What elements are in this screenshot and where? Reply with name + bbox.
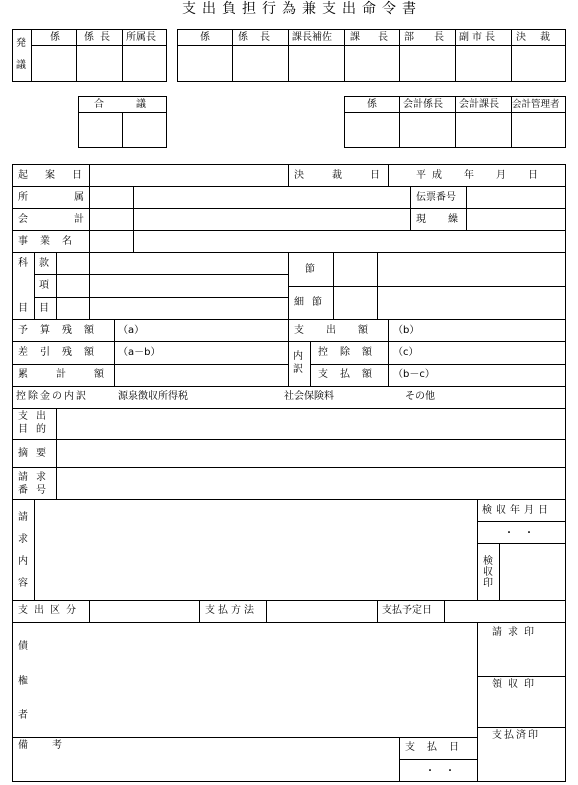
label-seikyu-naiyo-2: 求 bbox=[18, 534, 28, 545]
label-seikyu-no-1: 請求 bbox=[18, 472, 54, 483]
acc-kakari: 係 bbox=[367, 99, 377, 110]
label-seikyu-naiyo-4: 容 bbox=[18, 578, 28, 589]
label-ko: 項 bbox=[39, 280, 49, 291]
label-biko: 備考 bbox=[18, 740, 86, 751]
label-shishutsu-kubun: 支出区分 bbox=[18, 605, 82, 616]
kenshu-date-dots: ・ ・ bbox=[504, 528, 534, 539]
label-kojo-uchiwake: 控除金の内訳 bbox=[16, 391, 88, 402]
label-shiharai-hoho: 支払方法 bbox=[205, 605, 257, 616]
label-mokuteki-2: 目的 bbox=[18, 424, 54, 435]
label-saikensha-2: 権 bbox=[18, 676, 28, 687]
gougi-label: 合議 bbox=[94, 99, 178, 110]
shishutsu-value: （b） bbox=[393, 325, 420, 336]
sashihiki-value: （a－b） bbox=[118, 347, 161, 358]
label-uchi: 内 bbox=[293, 351, 303, 362]
label-kenshu-in-2: 収 bbox=[483, 567, 493, 578]
label-shiharai-gaku: 支払額 bbox=[318, 369, 384, 380]
yosan-value: （a） bbox=[118, 325, 145, 336]
ap-kacho: 課長 bbox=[350, 32, 406, 43]
header-shozokucho: 所属長 bbox=[126, 32, 156, 43]
label-seikyu-no-2: 番号 bbox=[18, 485, 54, 496]
kojo-value: （c） bbox=[393, 347, 419, 358]
label-shiharai-bi: 支払日 bbox=[405, 742, 471, 753]
page-title: 支出負担行為兼支出命令書 bbox=[182, 1, 422, 17]
ap-kessai: 決裁 bbox=[516, 32, 564, 43]
label-saikensha-3: 者 bbox=[18, 710, 28, 721]
label-kessai-date: 決裁日 bbox=[294, 170, 408, 181]
main-form bbox=[12, 164, 566, 782]
label-yosan: 予算残額 bbox=[18, 325, 106, 336]
ap-kachohosa: 課長補佐 bbox=[292, 32, 332, 43]
label-mokuteki-1: 支出 bbox=[18, 411, 54, 422]
label-gensen: 源泉徴収所得税 bbox=[118, 391, 188, 402]
label-kenshu-in-3: 印 bbox=[483, 578, 493, 589]
header-kakari: 係 bbox=[50, 32, 60, 43]
label-ruikei: 累計額 bbox=[18, 369, 132, 380]
label-denpyo: 伝票番号 bbox=[416, 192, 456, 203]
label-seikyu-in: 請求印 bbox=[492, 627, 540, 638]
label-kenshu-in-1: 検 bbox=[483, 556, 493, 567]
label-ryoshu-in: 領収印 bbox=[492, 679, 540, 690]
ap-bucho: 部長 bbox=[404, 32, 464, 43]
shiharai-value: （b－c） bbox=[393, 369, 435, 380]
header-kakaricho: 係長 bbox=[84, 32, 116, 43]
label-wake: 訳 bbox=[293, 364, 303, 375]
label-genzan: 現繰 bbox=[416, 214, 480, 225]
label-seikyu-naiyo-3: 内 bbox=[18, 556, 28, 567]
acc-kacho: 会計課長 bbox=[459, 99, 499, 110]
label-kaikei: 会計 bbox=[18, 214, 130, 225]
label-kamoku-moku: 目 bbox=[18, 303, 28, 314]
label-kian-date: 起案日 bbox=[18, 170, 99, 181]
ap-kakaricho: 係長 bbox=[238, 32, 282, 43]
label-shozoku: 所属 bbox=[18, 192, 130, 203]
acc-kanrisha: 会計管理者 bbox=[512, 99, 560, 110]
label-shakai: 社会保険料 bbox=[284, 391, 334, 402]
kessai-date-value: 平成 年 月 日 bbox=[416, 170, 544, 181]
label-setsu: 節 bbox=[305, 264, 315, 275]
acc-kakaricho: 会計係長 bbox=[403, 99, 443, 110]
label-seikyu-naiyo-1: 請 bbox=[18, 512, 28, 523]
label-jigyo: 事業名 bbox=[18, 236, 84, 247]
label-sonota: その他 bbox=[405, 391, 435, 402]
shiharai-bi-dots: ・ ・ bbox=[425, 766, 455, 777]
hatsugi-label-1: 発 bbox=[16, 38, 26, 49]
label-kan: 款 bbox=[39, 258, 49, 269]
label-shiharai-zumi: 支払済印 bbox=[492, 730, 540, 741]
label-kenshu-date: 検収年月日 bbox=[482, 505, 552, 516]
ap-fukushicho: 副市長 bbox=[459, 32, 498, 43]
label-shishutsu-gaku: 支出額 bbox=[294, 325, 390, 336]
label-shiharai-yotei: 支払予定日 bbox=[382, 605, 432, 616]
label-moku: 目 bbox=[39, 303, 49, 314]
hatsugi-label-2: 議 bbox=[16, 60, 26, 71]
label-kojo: 控除額 bbox=[318, 347, 384, 358]
label-kamoku-ka: 科 bbox=[18, 258, 28, 269]
label-saisetsu: 細節 bbox=[294, 297, 330, 308]
ap-kakari: 係 bbox=[200, 32, 210, 43]
label-saikensha-1: 債 bbox=[18, 641, 28, 652]
label-tekiyo: 摘要 bbox=[18, 448, 54, 459]
label-sashihiki: 差引残額 bbox=[18, 347, 106, 358]
